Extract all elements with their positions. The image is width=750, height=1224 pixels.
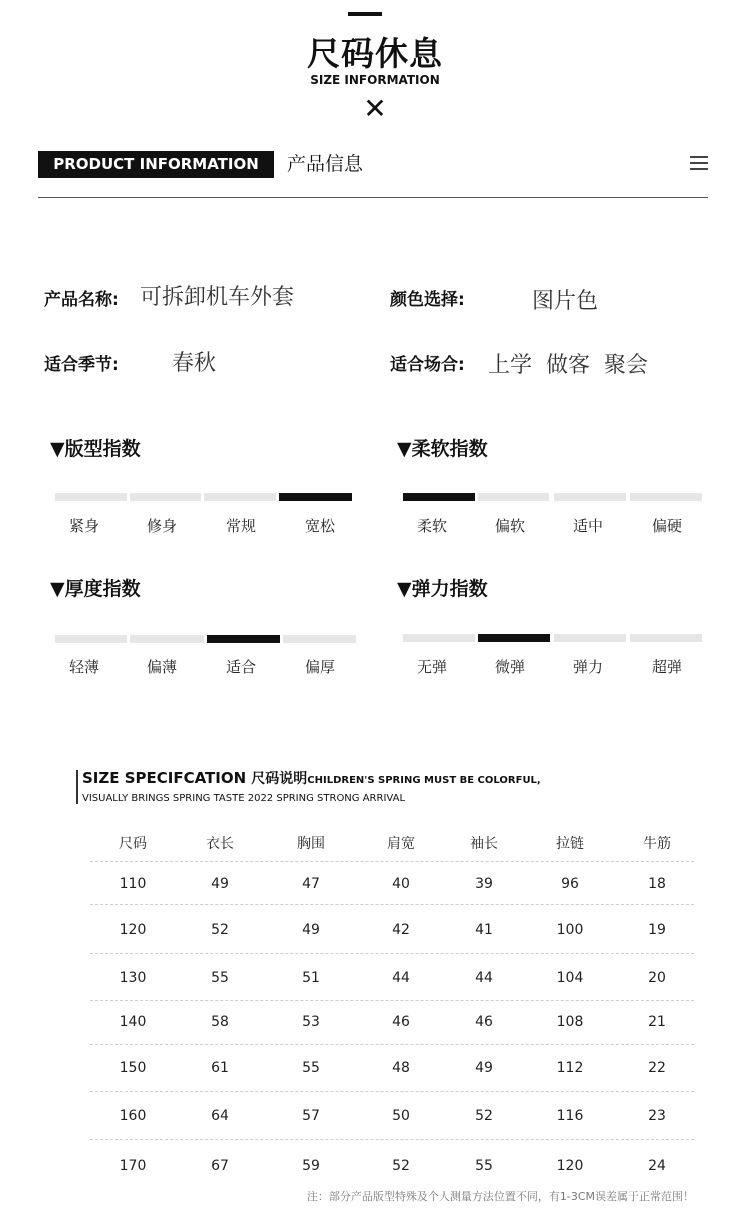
table-cell-sleeve: 55 (475, 1158, 493, 1174)
table-cell-elastic: 24 (648, 1158, 666, 1174)
table-cell-zipper: 112 (556, 1060, 584, 1076)
table-cell-length: 52 (211, 922, 229, 938)
row-divider (90, 1000, 694, 1001)
header-size: 尺码 (119, 836, 147, 852)
header-elastic: 牛筋 (643, 836, 671, 852)
row-divider (90, 953, 694, 954)
table-cell-sleeve: 52 (475, 1108, 493, 1124)
color-value: 图片色 (532, 289, 599, 314)
elasticity-index-title: ▼弹力指数 (397, 578, 488, 600)
fit-label-3: 常规 (225, 517, 256, 535)
table-cell-shoulder: 46 (392, 1014, 410, 1030)
row-divider (90, 1091, 694, 1092)
table-cell-chest: 55 (302, 1060, 320, 1076)
fit-label-1: 紧身 (68, 517, 99, 535)
table-cell-elastic: 21 (648, 1014, 666, 1030)
thickness-seg-2 (130, 635, 204, 643)
table-cell-elastic: 22 (648, 1060, 666, 1076)
softness-label-3: 适中 (572, 517, 603, 535)
table-cell-elastic: 19 (648, 922, 666, 938)
table-cell-zipper: 120 (556, 1158, 584, 1174)
table-cell-length: 61 (211, 1060, 229, 1076)
fit-seg-1 (55, 493, 127, 501)
spec-title-cn: 尺码说明 (251, 771, 308, 787)
table-cell-chest: 53 (302, 1014, 320, 1030)
menu-icon[interactable] (690, 154, 708, 172)
spec-title-en: SIZE SPECIFCATION (82, 769, 247, 787)
section-divider (38, 197, 708, 198)
table-cell-length: 55 (211, 970, 229, 986)
table-cell-shoulder: 42 (392, 922, 410, 938)
close-icon: ✕ (363, 92, 387, 125)
fit-label-2: 修身 (146, 517, 177, 535)
table-cell-shoulder: 52 (392, 1158, 410, 1174)
table-cell-sleeve: 49 (475, 1060, 493, 1076)
row-divider (90, 1044, 694, 1045)
thickness-label-3: 适合 (225, 658, 256, 676)
table-cell-chest: 47 (302, 876, 320, 892)
table-cell-length: 49 (211, 876, 229, 892)
table-cell-zipper: 96 (561, 876, 579, 892)
product-information-tag: PRODUCT INFORMATION (38, 151, 274, 178)
thickness-label-1: 轻薄 (68, 658, 99, 676)
product-name-value: 可拆卸机车外套 (140, 285, 295, 310)
table-cell-size: 120 (119, 922, 147, 938)
elasticity-seg-3 (554, 634, 626, 642)
thickness-index-title: ▼厚度指数 (50, 578, 141, 600)
elasticity-seg-4 (630, 634, 702, 642)
table-cell-sleeve: 44 (475, 970, 493, 986)
table-cell-length: 67 (211, 1158, 229, 1174)
table-cell-shoulder: 50 (392, 1108, 410, 1124)
softness-seg-3 (554, 493, 626, 501)
table-cell-elastic: 23 (648, 1108, 666, 1124)
table-cell-zipper: 108 (556, 1014, 584, 1030)
table-cell-chest: 57 (302, 1108, 320, 1124)
table-cell-size: 150 (119, 1060, 147, 1076)
elasticity-label-4: 超弹 (651, 658, 682, 676)
season-label: 适合季节: (44, 355, 119, 375)
header-sleeve: 袖长 (470, 836, 498, 852)
thickness-seg-1 (55, 635, 127, 643)
table-cell-size: 160 (119, 1108, 147, 1124)
table-cell-chest: 51 (302, 970, 320, 986)
footnote: 注：部分产品版型特殊及个人测量方法位置不同，有1-3CM误差属于正常范围！ (306, 1190, 694, 1203)
softness-seg-1-selected (403, 493, 475, 501)
thickness-seg-4 (283, 635, 356, 643)
softness-label-1: 柔软 (416, 517, 447, 535)
table-cell-length: 64 (211, 1108, 229, 1124)
table-cell-sleeve: 39 (475, 876, 493, 892)
page-subtitle: SIZE INFORMATION (310, 73, 440, 87)
elasticity-seg-1 (403, 634, 475, 642)
season-value: 春秋 (172, 351, 217, 376)
row-divider (90, 861, 694, 862)
table-cell-length: 58 (211, 1014, 229, 1030)
table-cell-size: 110 (119, 876, 147, 892)
table-cell-chest: 49 (302, 922, 320, 938)
table-cell-shoulder: 40 (392, 876, 410, 892)
table-cell-size: 170 (119, 1158, 147, 1174)
row-divider (90, 1139, 694, 1140)
header-top-bar (348, 12, 382, 16)
header-chest: 胸围 (297, 836, 325, 852)
fit-seg-4-selected (279, 493, 352, 501)
fit-index-title: ▼版型指数 (50, 438, 141, 460)
page-title: 尺码休息 (307, 34, 443, 73)
table-cell-zipper: 100 (556, 922, 584, 938)
table-cell-elastic: 18 (648, 876, 666, 892)
table-cell-sleeve: 46 (475, 1014, 493, 1030)
elasticity-label-3: 弹力 (572, 658, 603, 676)
table-cell-sleeve: 41 (475, 922, 493, 938)
thickness-label-2: 偏薄 (146, 658, 177, 676)
softness-label-4: 偏硬 (651, 517, 682, 535)
spec-title (82, 768, 541, 791)
table-cell-zipper: 104 (556, 970, 584, 986)
softness-label-2: 偏软 (494, 517, 525, 535)
table-cell-shoulder: 48 (392, 1060, 410, 1076)
fit-label-4: 宽松 (304, 517, 335, 535)
table-cell-size: 130 (119, 970, 147, 986)
header-length: 衣长 (206, 836, 234, 852)
header-shoulder: 肩宽 (387, 836, 415, 852)
fit-seg-2 (130, 493, 201, 501)
color-label: 颜色选择: (390, 290, 465, 310)
softness-seg-4 (630, 493, 702, 501)
elasticity-label-1: 无弹 (416, 658, 447, 676)
thickness-label-4: 偏厚 (304, 658, 335, 676)
softness-index-title: ▼柔软指数 (397, 438, 488, 460)
fit-seg-3 (204, 493, 276, 501)
thickness-seg-3-selected (207, 635, 280, 643)
table-cell-size: 140 (119, 1014, 147, 1030)
occasion-value: 上学 做客 聚会 (488, 353, 648, 378)
softness-seg-2 (478, 493, 549, 501)
occasion-label: 适合场合: (390, 355, 465, 375)
spec-subtitle-2: VISUALLY BRINGS SPRING TASTE 2022 SPRING STRONG ARRIVAL (82, 793, 406, 804)
table-cell-shoulder: 44 (392, 970, 410, 986)
table-cell-chest: 59 (302, 1158, 320, 1174)
table-cell-zipper: 116 (556, 1108, 584, 1124)
spec-accent-bar (76, 770, 78, 804)
product-name-label: 产品名称: (44, 290, 119, 310)
row-divider (90, 904, 694, 905)
elasticity-label-2: 微弹 (494, 658, 525, 676)
table-cell-elastic: 20 (648, 970, 666, 986)
product-information-title: 产品信息 (287, 153, 364, 175)
elasticity-seg-2-selected (478, 634, 550, 642)
spec-subtitle-1: CHILDREN'S SPRING MUST BE COLORFUL, (307, 775, 541, 786)
header-zipper: 拉链 (556, 836, 584, 852)
